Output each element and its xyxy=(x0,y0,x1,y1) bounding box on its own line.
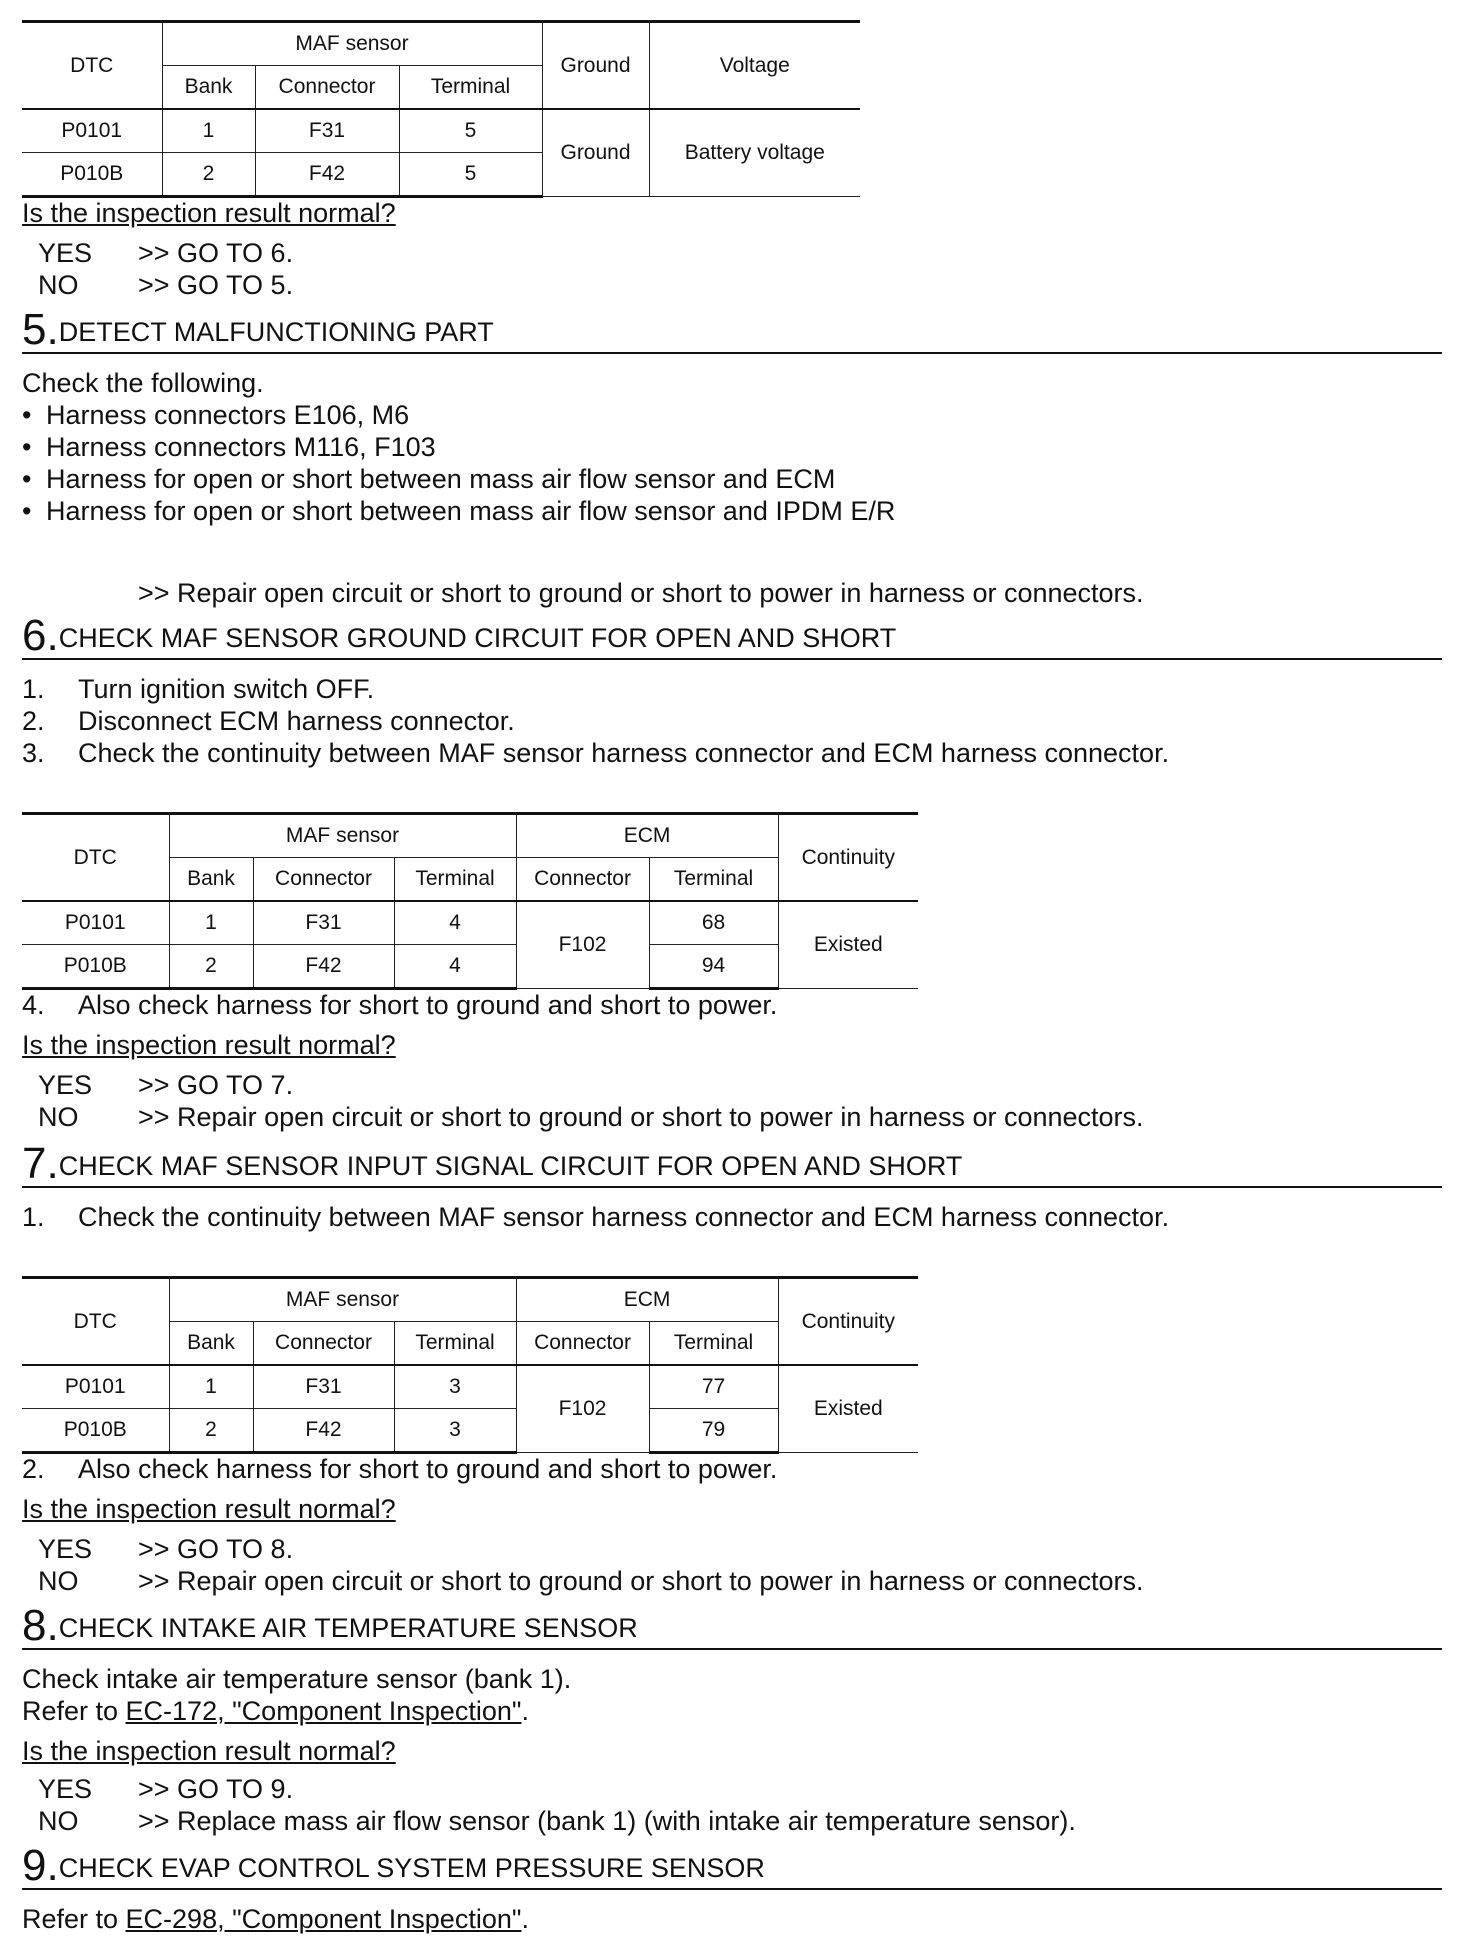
bullet: • xyxy=(22,400,32,430)
cell-connector: F31 xyxy=(253,901,394,945)
cell-ecm-terminal: 94 xyxy=(649,945,778,989)
cell-terminal: 3 xyxy=(394,1409,516,1453)
cell-connector: F42 xyxy=(253,945,394,989)
header-maf-sensor: MAF sensor xyxy=(162,22,542,66)
reference-prefix: Refer to xyxy=(22,1904,126,1934)
answer-yes-key: YES xyxy=(38,1070,93,1100)
list-item xyxy=(22,1454,777,1485)
header-continuity: Continuity xyxy=(778,814,918,902)
list-item-number: 1. xyxy=(22,674,45,704)
maf-ground-continuity-table xyxy=(22,812,918,990)
answer-no xyxy=(38,1806,1076,1837)
header-maf-sensor: MAF sensor xyxy=(169,814,516,858)
list-item xyxy=(22,496,895,527)
header-terminal: Terminal xyxy=(399,66,542,110)
answer-no-text: >> Repair open circuit or short to ground or short to power in harness or connectors. xyxy=(138,1102,1144,1132)
header-ecm: ECM xyxy=(516,814,778,858)
list-item-number: 2. xyxy=(22,706,45,736)
header-connector: Connector xyxy=(253,1322,394,1366)
reference-suffix: . xyxy=(521,1696,529,1726)
list-item-number: 4. xyxy=(22,990,45,1020)
step-title: DETECT MALFUNCTIONING PART xyxy=(58,317,494,347)
answer-yes xyxy=(38,1070,293,1101)
cell-terminal: 3 xyxy=(394,1365,516,1409)
list-item xyxy=(22,674,374,705)
step-8-reference xyxy=(22,1696,529,1727)
answer-yes-text: >> GO TO 9. xyxy=(138,1774,294,1804)
bullet: • xyxy=(22,464,32,494)
answer-no-key: NO xyxy=(38,1806,79,1836)
step-6-heading xyxy=(22,611,1442,660)
cell-voltage: Battery voltage xyxy=(649,109,860,197)
header-dtc: DTC xyxy=(22,814,169,902)
cell-ecm-terminal: 68 xyxy=(649,901,778,945)
answer-yes xyxy=(38,1534,293,1565)
step-number: 8. xyxy=(22,1601,59,1650)
header-maf-sensor: MAF sensor xyxy=(169,1278,516,1322)
maf-voltage-table xyxy=(22,20,860,198)
list-item-text: Also check harness for short to ground and short to power. xyxy=(78,1454,778,1484)
header-ecm: ECM xyxy=(516,1278,778,1322)
cell-ecm-terminal: 77 xyxy=(649,1365,778,1409)
step-number: 5. xyxy=(22,305,59,354)
step-5-note: >> Repair open circuit or short to ground or short to power in harness or connectors. xyxy=(138,578,1144,608)
header-ecm-terminal: Terminal xyxy=(649,858,778,902)
answer-yes-key: YES xyxy=(38,1534,93,1564)
bullet: • xyxy=(22,496,32,526)
cell-dtc: P0101 xyxy=(22,109,162,153)
cell-continuity: Existed xyxy=(778,901,918,989)
answer-no-text: >> Repair open circuit or short to ground or short to power in harness or connectors. xyxy=(138,1566,1144,1596)
cell-bank: 2 xyxy=(162,153,255,197)
answer-yes xyxy=(38,238,293,269)
list-item-text: Turn ignition switch OFF. xyxy=(78,674,375,704)
reference-link[interactable]: EC-172, "Component Inspection" xyxy=(125,1696,522,1726)
maf-signal-continuity-table xyxy=(22,1276,918,1454)
answer-no-text: >> Replace mass air flow sensor (bank 1) (with intake air temperature sensor). xyxy=(138,1806,1076,1836)
list-item xyxy=(22,990,777,1021)
cell-dtc: P0101 xyxy=(22,901,169,945)
answer-no-key: NO xyxy=(38,1102,79,1132)
step-8-text: Check intake air temperature sensor (bank 1). xyxy=(22,1664,572,1694)
answer-yes-text: >> GO TO 7. xyxy=(138,1070,294,1100)
list-item-text: Harness connectors E106, M6 xyxy=(46,400,410,430)
list-item-text: Harness for open or short between mass air flow sensor and ECM xyxy=(46,464,836,494)
step-title: CHECK EVAP CONTROL SYSTEM PRESSURE SENSOR xyxy=(58,1853,765,1883)
answer-yes-key: YES xyxy=(38,1774,93,1804)
list-item xyxy=(22,400,409,431)
answer-no-key: NO xyxy=(38,1566,79,1596)
answer-yes-text: >> GO TO 6. xyxy=(138,238,294,268)
header-bank: Bank xyxy=(169,1322,253,1366)
cell-dtc: P010B xyxy=(22,1409,169,1453)
reference-prefix: Refer to xyxy=(22,1696,126,1726)
cell-terminal: 5 xyxy=(399,153,542,197)
header-bank: Bank xyxy=(169,858,253,902)
answer-no xyxy=(38,1102,1144,1133)
cell-connector: F42 xyxy=(255,153,399,197)
header-ground: Ground xyxy=(542,22,649,110)
answer-yes-text: >> GO TO 8. xyxy=(138,1534,294,1564)
answer-no xyxy=(38,1566,1144,1597)
step-7-heading xyxy=(22,1139,1442,1188)
cell-ground: Ground xyxy=(542,109,649,197)
bullet: • xyxy=(22,432,32,462)
inspection-question: Is the inspection result normal? xyxy=(22,198,396,228)
cell-ecm-connector: F102 xyxy=(516,901,649,989)
cell-bank: 2 xyxy=(169,1409,253,1453)
reference-suffix: . xyxy=(521,1904,529,1934)
cell-terminal: 4 xyxy=(394,945,516,989)
cell-dtc: P010B xyxy=(22,153,162,197)
header-connector: Connector xyxy=(253,858,394,902)
list-item xyxy=(22,464,835,495)
list-item-text: Check the continuity between MAF sensor harness connector and ECM harness connector. xyxy=(78,1202,1170,1232)
inspection-question: Is the inspection result normal? xyxy=(22,1736,396,1766)
list-item-number: 3. xyxy=(22,738,45,768)
list-item xyxy=(22,738,1169,769)
cell-dtc: P010B xyxy=(22,945,169,989)
list-item-text: Also check harness for short to ground and short to power. xyxy=(78,990,778,1020)
list-item-text: Check the continuity between MAF sensor harness connector and ECM harness connector. xyxy=(78,738,1170,768)
header-ecm-connector: Connector xyxy=(516,858,649,902)
answer-no xyxy=(38,270,293,301)
list-item-text: Harness for open or short between mass air flow sensor and IPDM E/R xyxy=(46,496,896,526)
list-item-text: Disconnect ECM harness connector. xyxy=(78,706,515,736)
answer-yes-key: YES xyxy=(38,238,93,268)
cell-bank: 1 xyxy=(169,901,253,945)
step-title: CHECK INTAKE AIR TEMPERATURE SENSOR xyxy=(58,1613,638,1643)
header-ecm-connector: Connector xyxy=(516,1322,649,1366)
cell-bank: 1 xyxy=(162,109,255,153)
step-number: 9. xyxy=(22,1841,59,1890)
step-number: 6. xyxy=(22,611,59,660)
inspection-question: Is the inspection result normal? xyxy=(22,1030,396,1060)
header-terminal: Terminal xyxy=(394,1322,516,1366)
list-item xyxy=(22,432,436,463)
list-item xyxy=(22,706,515,737)
cell-connector: F31 xyxy=(253,1365,394,1409)
cell-connector: F42 xyxy=(253,1409,394,1453)
cell-ecm-connector: F102 xyxy=(516,1365,649,1453)
cell-bank: 2 xyxy=(169,945,253,989)
cell-ecm-terminal: 79 xyxy=(649,1409,778,1453)
cell-connector: F31 xyxy=(255,109,399,153)
list-item-text: Harness connectors M116, F103 xyxy=(46,432,436,462)
step-number: 7. xyxy=(22,1139,59,1188)
header-dtc: DTC xyxy=(22,22,162,110)
step-5-intro: Check the following. xyxy=(22,368,264,398)
step-5-heading xyxy=(22,305,1442,354)
step-8-heading xyxy=(22,1601,1442,1650)
header-terminal: Terminal xyxy=(394,858,516,902)
cell-terminal: 5 xyxy=(399,109,542,153)
reference-link[interactable]: EC-298, "Component Inspection" xyxy=(125,1904,522,1934)
header-continuity: Continuity xyxy=(778,1278,918,1366)
header-bank: Bank xyxy=(162,66,255,110)
step-title: CHECK MAF SENSOR INPUT SIGNAL CIRCUIT FOR OPEN AND SHORT xyxy=(58,1151,963,1181)
header-ecm-terminal: Terminal xyxy=(649,1322,778,1366)
answer-yes xyxy=(38,1774,293,1805)
step-title: CHECK MAF SENSOR GROUND CIRCUIT FOR OPEN AND SHORT xyxy=(58,623,897,653)
header-dtc: DTC xyxy=(22,1278,169,1366)
list-item-number: 2. xyxy=(22,1454,45,1484)
list-item-number: 1. xyxy=(22,1202,45,1232)
header-voltage: Voltage xyxy=(649,22,860,110)
answer-no-key: NO xyxy=(38,270,79,300)
header-connector: Connector xyxy=(255,66,399,110)
answer-no-text: >> GO TO 5. xyxy=(138,270,294,300)
step-9-reference xyxy=(22,1904,529,1935)
inspection-question: Is the inspection result normal? xyxy=(22,1494,396,1524)
cell-terminal: 4 xyxy=(394,901,516,945)
cell-continuity: Existed xyxy=(778,1365,918,1453)
step-9-heading xyxy=(22,1841,1442,1890)
cell-bank: 1 xyxy=(169,1365,253,1409)
cell-dtc: P0101 xyxy=(22,1365,169,1409)
list-item xyxy=(22,1202,1169,1233)
